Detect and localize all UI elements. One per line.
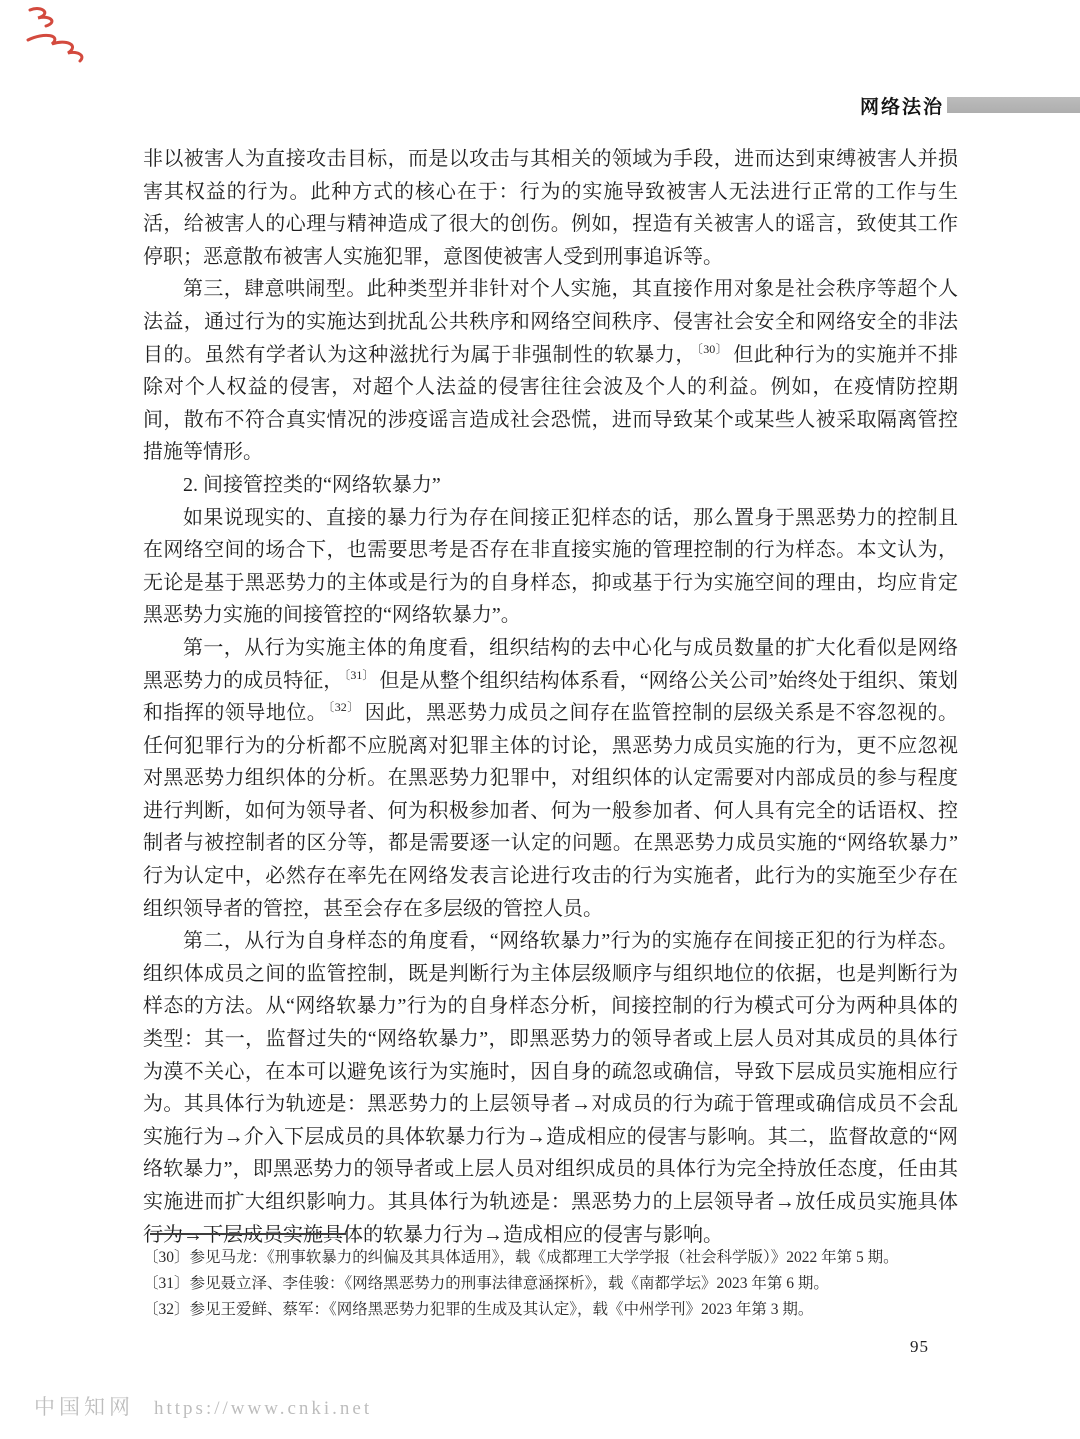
footnote-ref-32: 〔32〕: [328, 700, 360, 715]
cnki-logo-text: 中国知网: [34, 1395, 134, 1419]
paragraph-text: 但是从整个组织结构体系看，“网络公关公司”始终处于组织、策划和指挥的领导地位。: [143, 669, 958, 725]
footnote: [143, 1271, 958, 1297]
footnote-ref-30: 〔30〕: [696, 341, 729, 356]
paragraph: 如果说现实的、直接的暴力行为存在间接正犯样态的话，那么置身于黑恶势力的控制且在网络空间的场合下，也需要思考是否存在非直接实施的管理控制的行为样态。本文认为，无论是基于黑恶势力的主体或是行为的自身样态，抑或基于行为实施空间的理由，均应肯定黑恶势力实施的间接管控的“网络软暴力”。: [143, 506, 958, 627]
header-bar: [947, 97, 1080, 113]
paragraph-text: 第一，从行为实施主体的角度看，组织结构的去中心化与成员数量的扩大化看似是网络黑恶势力的成员特征，: [143, 636, 958, 692]
paragraph: 第二，从行为自身样态的角度看，“网络软暴力”行为的实施存在间接正犯的行为样态。组织体成员之间的监管控制，既是判断行为主体层级顺序与组织地位的依据，也是判断行为样态的方法。从“网络软暴力”行为的自身样态分析，间接控制的行为模式可分为两种具体的类型：其一，监督过失的“网络软暴力”，即黑恶势力的领导者或上层人员对其成员的具体行为漠不关心，在本可以避免该行为实施时，因自身的疏忽或确信，导致下层成员实施相应行为。其具体行为轨迹是：黑恶势力的上层领导者→对成员的行为疏于管理或确信成员不会乱实施行为→介入下层成员的具体软暴力行为→造成相应的侵害与影响。其二，监督故意的“网络软暴力”，即黑恶势力的领导者或上层人员对组织成员的具体行为完全持放任态度，任由其实施进而扩大组织影响力。其具体行为轨迹是：黑恶势力的上层领导者→放任成员实施具体行为→下层成员实施具体的软暴力行为→造成相应的侵害与影响。: [143, 930, 958, 1246]
footnote-marker: 〔31〕: [143, 1275, 190, 1292]
page-number: 95: [910, 1337, 929, 1356]
paragraph-text: 第三，肆意哄闹型。此种类型并非针对个人实施，其直接作用对象是社会秩序等超个人法益，通过行为的实施达到扰乱公共秩序和网络空间秩序、侵害社会安全和网络安全的非法目的。虽然有学者认为这种滋扰行为属于非强制性的软暴力，: [143, 278, 958, 366]
paragraph: [143, 273, 958, 469]
cnki-url-link[interactable]: https://www.cnki.net: [154, 1398, 373, 1419]
footnote-marker: 〔30〕: [143, 1249, 190, 1266]
article-body: [143, 143, 958, 1251]
footnote-marker: 〔32〕: [143, 1301, 190, 1318]
paragraph-text: 因此，黑恶势力成员之间存在监管控制的层级关系是不容忽视的。任何犯罪行为的分析都不应脱离对犯罪主体的讨论，黑恶势力成员实施的行为，更不应忽视对黑恶势力组织体的分析。在黑恶势力犯罪中，对组织体的认定需要对内部成员的参与程度进行判断，如何为领导者、何为积极参加者、何为一般参加者、何人具有完全的话语权、控制者与被控制者的区分等，都是需要逐一认定的问题。在黑恶势力成员实施的“网络软暴力”行为认定中，必然存在率先在网络发表言论进行攻击的行为实施者，此行为的实施至少存在组织领导者的管控，甚至会存在多层级的管控人员。: [143, 702, 959, 920]
paragraph-continuation: 非以被害人为直接攻击目标，而是以攻击与其相关的领域为手段，进而达到束缚被害人并损害其权益的行为。此种方式的核心在于：行为的实施导致被害人无法进行正常的工作与生活，给被害人的心理与精神造成了很大的创伤。例如，捏造有关被害人的谣言，致使其工作停职；恶意散布被害人实施犯罪，意图使被害人受到刑事追诉等。: [143, 148, 958, 268]
section-label: 网络法治: [860, 97, 945, 118]
footnotes-section: [143, 1233, 958, 1323]
cnki-watermark: [34, 1391, 372, 1421]
section-heading: 2. 间接管控类的“网络软暴力”: [183, 473, 441, 496]
footnote-text: 参见聂立泽、李佳骏：《网络黑恶势力的刑事法律意涵探析》，载《南都学坛》2023 年第 6 期。: [189, 1275, 829, 1292]
footnote-ref-31: 〔31〕: [344, 667, 375, 682]
footnote: [143, 1245, 958, 1271]
footnote-separator: [150, 1233, 346, 1235]
paragraph-text: 但此种行为的实施并不排除对个人权益的侵害，对超个人法益的侵害往往会波及个人的利益。例如，在疫情防控期间，散布不符合真实情况的涉疫谣言造成社会恐慌，进而导致某个或某些人被采取隔离管控措施等情形。: [143, 343, 959, 464]
footnote: [143, 1297, 958, 1323]
paragraph: [143, 632, 958, 925]
footnote-text: 参见马龙：《刑事软暴力的纠偏及其具体适用》，载《成都理工大学学报（社会科学版）》2022 年第 5 期。: [189, 1249, 899, 1266]
footnote-text: 参见王爱鲜、蔡军：《网络黑恶势力犯罪的生成及其认定》，载《中州学刊》2023 年第 3 期。: [189, 1301, 814, 1318]
red-annotation-marks: [20, 2, 108, 66]
